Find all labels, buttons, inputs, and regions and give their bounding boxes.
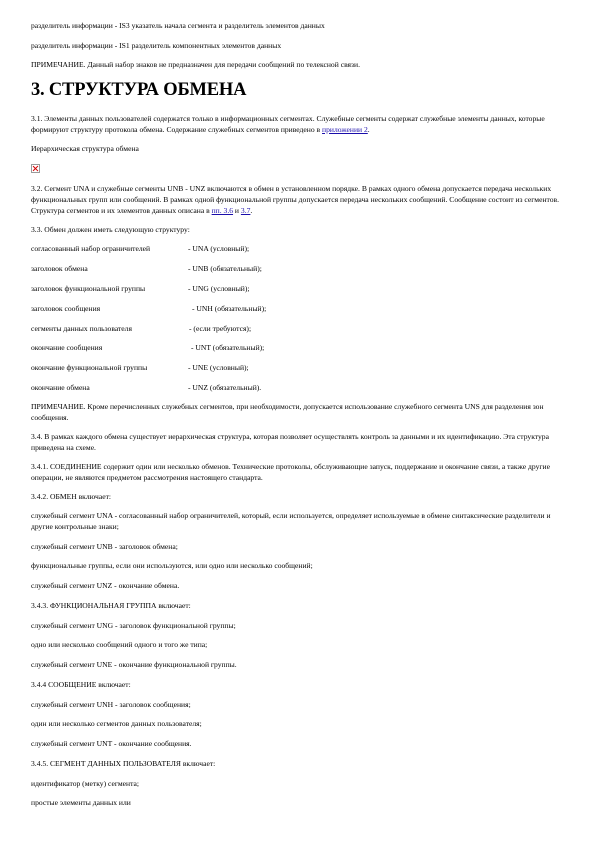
text-line: разделитель информации - IS3 указатель начала сегмента и разделитель элементов данных xyxy=(31,21,325,30)
paragraph-3-1 xyxy=(31,113,565,135)
segment-code: - UNA (условный); xyxy=(188,244,250,253)
segment-label: окончание обмена xyxy=(31,383,90,392)
list-item: служебный сегмент UNE - окончание функциональной группы. xyxy=(31,660,237,669)
section-link[interactable]: 3.7 xyxy=(240,206,251,215)
broken-image-icon xyxy=(31,164,40,173)
list-item: служебный сегмент UNA - согласованный набор ограничителей, который, если используется, определяет используемые в обмене синтаксические разделители и другие контрольные знаки; xyxy=(31,511,551,531)
segment-label: заголовок обмена xyxy=(31,264,88,273)
segment-label: окончание сообщения xyxy=(31,343,103,352)
segment-label: согласованный набор ограничителей xyxy=(31,244,151,253)
list-item: одно или несколько сообщений одного и того же типа; xyxy=(31,640,208,649)
paragraph-3-3: 3.3. Обмен должен иметь следующую структуру: xyxy=(31,225,190,234)
segment-code: - UNT (обязательный); xyxy=(191,343,265,352)
paragraph-3-4-4: 3.4.4 СООБЩЕНИЕ включает: xyxy=(31,680,131,689)
paragraph-3-4: 3.4. В рамках каждого обмена существует иерархическая структура, которая позволяет осуществлять контроль за данными и их идентификацию. Эта структура приведена на схеме. xyxy=(31,432,549,452)
list-item: служебный сегмент UNG - заголовок функциональной группы; xyxy=(31,621,236,630)
list-item: служебный сегмент UNB - заголовок обмена; xyxy=(31,542,178,551)
hierarchy-caption: Иерархическая структура обмена xyxy=(31,144,139,153)
paragraph-3-4-1: 3.4.1. СОЕДИНЕНИЕ содержит один или несколько обменов. Технические протоколы, обслуживающие запуск, поддержание и окончание связи, а также другие операции, не являются предметом рассмотрения настоящего стандарта. xyxy=(31,462,550,482)
list-item: служебный сегмент UNT - окончание сообщения. xyxy=(31,739,192,748)
segment-label: заголовок сообщения xyxy=(31,304,101,313)
paragraph-3-4-2: 3.4.2. ОБМЕН включает: xyxy=(31,492,112,501)
segment-code: - UNH (обязательный); xyxy=(192,304,267,313)
segment-label: окончание функциональной группы xyxy=(31,363,148,372)
paragraph-3-2 xyxy=(31,183,565,216)
segment-label: сегменты данных пользователя xyxy=(31,324,132,333)
text-line: разделитель информации - IS1 разделитель компонентных элементов данных xyxy=(31,41,282,50)
list-item: идентификатор (метку) сегмента; xyxy=(31,779,139,788)
list-item: один или несколько сегментов данных пользователя; xyxy=(31,719,202,728)
paragraph-text: и xyxy=(233,206,241,215)
list-item: служебный сегмент UNH - заголовок сообщения; xyxy=(31,700,191,709)
segment-code: - UNG (условный); xyxy=(188,284,250,293)
segment-code: - (если требуются); xyxy=(189,324,252,333)
note-line: ПРИМЕЧАНИЕ. Данный набор знаков не предназначен для передачи сообщений по телексной связи. xyxy=(31,60,361,69)
segment-code: - UNZ (обязательный). xyxy=(188,383,262,392)
paragraph-3-4-5: 3.4.5. СЕГМЕНТ ДАННЫХ ПОЛЬЗОВАТЕЛЯ включает: xyxy=(31,759,216,768)
segment-code: - UNB (обязательный); xyxy=(188,264,262,273)
paragraph-text: 3.2. Сегмент UNA и служебные сегменты UNB - UNZ включаются в обмен в установленном порядке. В рамках одного обмена допускается передача нескольких функциональных групп или сообщений. В рамках одной функциональной группы допускается передача нескольких сообщений. Сообщение состоит из сегментов. Структура сегментов и их элементов данных описана в xyxy=(31,184,560,215)
list-item: функциональные группы, если они используются, или одно или несколько сообщений; xyxy=(31,561,313,570)
segment-code: - UNE (условный); xyxy=(188,363,249,372)
paragraph-text: . xyxy=(367,125,370,134)
list-item: служебный сегмент UNZ - окончание обмена. xyxy=(31,581,180,590)
paragraph-text: . xyxy=(250,206,253,215)
appendix-link[interactable]: приложении 2 xyxy=(322,125,368,134)
segment-label: заголовок функциональной группы xyxy=(31,284,146,293)
list-item: простые элементы данных или xyxy=(31,798,131,807)
section-heading: 3. СТРУКТУРА ОБМЕНА xyxy=(31,80,247,100)
paragraph-3-4-3: 3.4.3. ФУНКЦИОНАЛЬНАЯ ГРУППА включает: xyxy=(31,601,191,610)
section-link[interactable]: пп. 3.6 xyxy=(211,206,234,215)
note-paragraph: ПРИМЕЧАНИЕ. Кроме перечисленных служебных сегментов, при необходимости, допускается использование служебного сегмента UNS для разделения зон сообщения. xyxy=(31,402,544,422)
paragraph-text: 3.1. Элементы данных пользователей содержатся только в информационных сегментах. Служебные сегменты содержат служебные элементы данных, которые формируют структуру протокола обмена. Содержание служебных сегментов приведено в xyxy=(31,114,545,134)
